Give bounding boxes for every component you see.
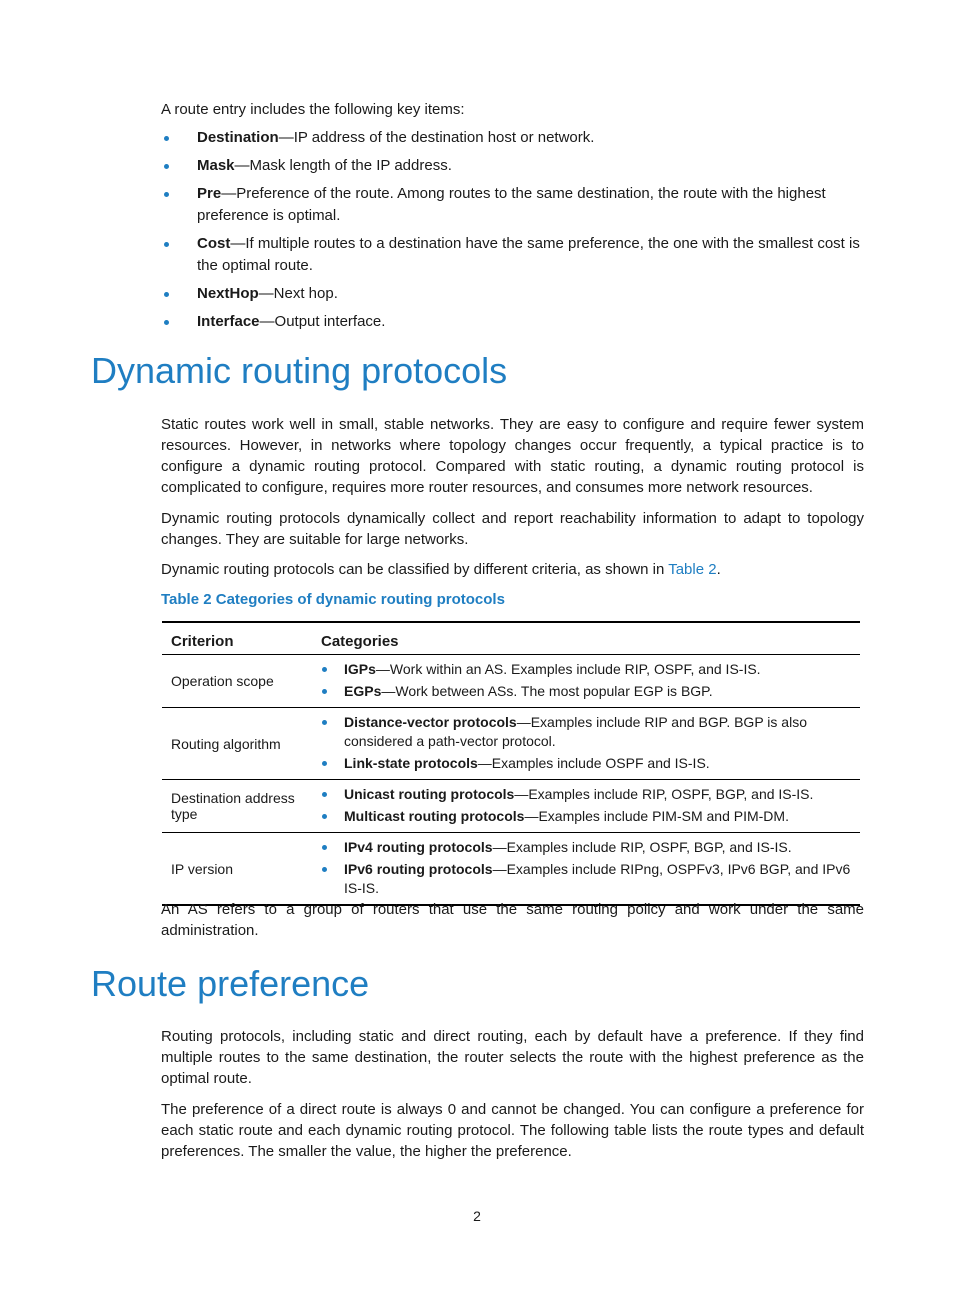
criterion-cell: Routing algorithm — [162, 708, 312, 780]
column-header-criterion: Criterion — [162, 622, 312, 655]
paragraph: An AS refers to a group of routers that use the same routing policy and work under the same administration. — [161, 901, 864, 939]
table-2-link[interactable]: Table 2 — [668, 561, 717, 578]
bullet-icon — [164, 136, 169, 141]
section-heading-route-preference: Route preference — [91, 963, 370, 1004]
bullet-icon — [322, 720, 327, 725]
bullet-icon — [322, 689, 327, 694]
list-item: IPv6 routing protocols—Examples include RIPng, OSPFv3, IPv6 BGP, and IPv6 IS-IS. — [321, 860, 852, 898]
list-item: Mask—Mask length of the IP address. — [161, 155, 864, 177]
categories-cell — [312, 708, 860, 780]
table-row — [162, 780, 860, 833]
list-item: Pre—Preference of the route. Among routes to the same destination, the route with the highest preference is optimal. — [161, 183, 864, 227]
list-item: Link-state protocols—Examples include OSPF and IS-IS. — [321, 754, 852, 773]
categories-cell — [312, 833, 860, 906]
bullet-icon — [164, 320, 169, 325]
list-item: IGPs—Work within an AS. Examples include RIP, OSPF, and IS-IS. — [321, 660, 852, 679]
list-item: IPv4 routing protocols—Examples include RIP, OSPF, BGP, and IS-IS. — [321, 838, 852, 857]
list-item: Unicast routing protocols—Examples include RIP, OSPF, BGP, and IS-IS. — [321, 785, 852, 804]
bullet-icon — [164, 242, 169, 247]
category-list — [321, 780, 852, 832]
table-row — [162, 655, 860, 708]
bullet-icon — [322, 792, 327, 797]
bullet-icon — [322, 761, 327, 766]
bullet-icon — [322, 867, 327, 872]
bullet-icon — [322, 845, 327, 850]
bullet-icon — [164, 192, 169, 197]
list-item: Cost—If multiple routes to a destination have the same preference, the one with the smallest cost is the optimal route. — [161, 233, 864, 277]
bullet-icon — [164, 292, 169, 297]
category-list — [321, 833, 852, 904]
table-row — [162, 833, 860, 906]
paragraph: Dynamic routing protocols dynamically collect and report reachability information to adapt to topology changes. They are suitable for large networks. — [161, 510, 864, 548]
column-header-categories: Categories — [312, 622, 860, 655]
categories-cell — [312, 780, 860, 833]
route-items-list — [161, 127, 864, 339]
paragraph: The preference of a direct route is always 0 and cannot be changed. You can configure a preference for each static route and each dynamic routing protocol. The following table lists the route types and default preferences. The smaller the value, the higher the preference. — [161, 1101, 864, 1160]
list-item: Multicast routing protocols—Examples include PIM-SM and PIM-DM. — [321, 807, 852, 826]
table-header-row — [162, 622, 860, 655]
list-item: Interface—Output interface. — [161, 311, 864, 333]
list-item: Distance-vector protocols—Examples include RIP and BGP. BGP is also considered a path-vector protocol. — [321, 713, 852, 751]
table-caption: Table 2 Categories of dynamic routing protocols — [161, 591, 505, 608]
list-item: Destination—IP address of the destination host or network. — [161, 127, 864, 149]
categories-table — [162, 621, 860, 906]
category-list — [321, 708, 852, 779]
criterion-cell: Operation scope — [162, 655, 312, 708]
list-item: NextHop—Next hop. — [161, 283, 864, 305]
list-item: EGPs—Work between ASs. The most popular EGP is BGP. — [321, 682, 852, 701]
bullet-icon — [322, 814, 327, 819]
page-number: 2 — [473, 1208, 481, 1224]
bullet-icon — [322, 667, 327, 672]
criterion-cell: Destination address type — [162, 780, 312, 833]
paragraph: Static routes work well in small, stable networks. They are easy to configure and require fewer system resources. However, in networks where topology changes occur frequently, a typical practice is to configure a dynamic routing protocol. Compared with static routing, a dynamic routing protocol is complicated to configure, requires more router resources, and consumes more network resources. — [161, 416, 864, 496]
table-row — [162, 708, 860, 780]
bullet-icon — [164, 164, 169, 169]
categories-cell — [312, 655, 860, 708]
paragraph: Dynamic routing protocols can be classified by different criteria, as shown in Table 2. — [161, 561, 721, 578]
section-heading-dynamic-routing: Dynamic routing protocols — [91, 350, 508, 391]
intro-text: A route entry includes the following key items: — [161, 101, 465, 118]
category-list — [321, 655, 852, 707]
paragraph: Routing protocols, including static and direct routing, each by default have a preference. If they find multiple routes to the same destination, the router selects the route with the highest preference as the optimal route. — [161, 1028, 864, 1087]
criterion-cell: IP version — [162, 833, 312, 906]
